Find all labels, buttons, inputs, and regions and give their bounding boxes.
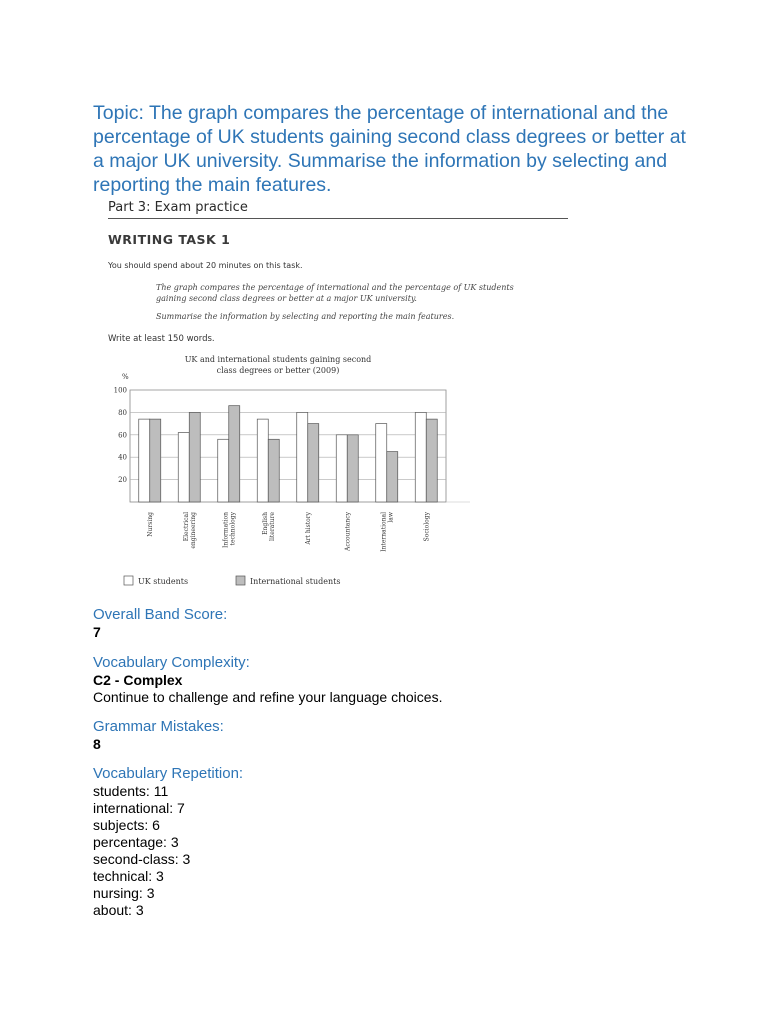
y-tick-label: 100 — [113, 386, 127, 395]
x-tick-label: Information — [222, 512, 230, 549]
list-item: nursing: 3 — [93, 885, 155, 901]
x-tick-label: engineering — [189, 512, 197, 549]
divider — [108, 218, 568, 219]
bar-international — [268, 439, 279, 502]
bar-international — [308, 424, 319, 502]
legend-label-uk: UK students — [138, 577, 189, 586]
chart-title-line2: class degrees or better (2009) — [216, 366, 340, 375]
x-tick-label: literature — [268, 512, 276, 541]
bar-chart — [108, 352, 578, 602]
vocab-repetition-label: Vocabulary Repetition: — [93, 765, 244, 782]
bar-uk — [139, 419, 150, 502]
list-item: percentage: 3 — [93, 834, 179, 850]
x-tick-label: Sociology — [423, 512, 431, 542]
bar-uk — [178, 433, 189, 502]
bar-uk — [336, 435, 347, 502]
list-item: about: 3 — [93, 902, 144, 918]
task-title: WRITING TASK 1 — [108, 232, 231, 247]
vocab-complexity-value: C2 - Complex — [93, 672, 183, 688]
list-item: second-class: 3 — [93, 851, 191, 867]
bar-international — [189, 412, 200, 502]
bar-international — [347, 435, 358, 502]
vocab-repetition-list — [93, 783, 693, 919]
part-heading: Part 3: Exam practice — [108, 200, 248, 215]
x-tick-label: Accountancy — [344, 512, 352, 551]
bar-uk — [376, 424, 387, 502]
legend-label-international: International students — [250, 577, 341, 586]
vocab-complexity-note: Continue to challenge and refine your language choices. — [93, 689, 443, 705]
grammar-section — [93, 718, 693, 753]
list-item: international: 7 — [93, 800, 185, 816]
bar-uk — [297, 412, 308, 502]
list-item: subjects: 6 — [93, 817, 160, 833]
bar-uk — [218, 439, 229, 502]
x-tick-label: Electrical — [182, 512, 190, 542]
task-prompt-summary: Summarise the information by selecting and reporting the main features. — [156, 312, 455, 321]
topic-text: Topic: The graph compares the percentage of international and the percentage of UK students gaining second class degrees or better at a major UK university. Summarise the information by selecting and reporting the main features. — [93, 102, 686, 196]
chart-title-line1: UK and international students gaining second — [184, 355, 372, 364]
bar-chart-svg — [108, 352, 578, 602]
legend-swatch-international — [236, 576, 245, 585]
min-words: Write at least 150 words. — [108, 334, 215, 344]
x-tick-label: Nursing — [146, 512, 154, 537]
vocab-complexity-label: Vocabulary Complexity: — [93, 654, 250, 671]
x-tick-label: law — [387, 512, 395, 523]
legend-swatch-uk — [124, 576, 133, 585]
y-tick-label: 60 — [118, 431, 127, 440]
band-score-label: Overall Band Score: — [93, 606, 228, 623]
y-axis-label: % — [122, 373, 129, 381]
grammar-mistakes-value: 8 — [93, 736, 101, 752]
list-item: students: 11 — [93, 783, 169, 799]
grammar-mistakes-label: Grammar Mistakes: — [93, 718, 224, 735]
y-tick-label: 80 — [118, 408, 127, 417]
repetition-section — [93, 765, 693, 919]
y-tick-label: 40 — [118, 453, 127, 462]
bar-international — [229, 406, 240, 502]
exam-scan — [108, 198, 578, 603]
bar-uk — [415, 412, 426, 502]
y-tick-label: 20 — [118, 476, 127, 485]
bar-uk — [257, 419, 268, 502]
x-tick-label: English — [261, 512, 269, 535]
band-score-section — [93, 606, 693, 641]
vocab-complexity-section — [93, 654, 693, 706]
list-item: technical: 3 — [93, 868, 164, 884]
task-instruction: You should spend about 20 minutes on this task. — [108, 261, 303, 270]
bar-international — [387, 452, 398, 502]
x-tick-label: International — [380, 512, 388, 552]
x-tick-label: Art history — [304, 512, 312, 545]
plot-frame — [130, 390, 446, 502]
bar-international — [150, 419, 161, 502]
bar-international — [426, 419, 437, 502]
x-tick-label: technology — [229, 512, 237, 546]
task-prompt: The graph compares the percentage of international and the percentage of UK students gaining second class degrees or better at a major UK university. — [156, 283, 514, 303]
band-score-value: 7 — [93, 624, 101, 640]
